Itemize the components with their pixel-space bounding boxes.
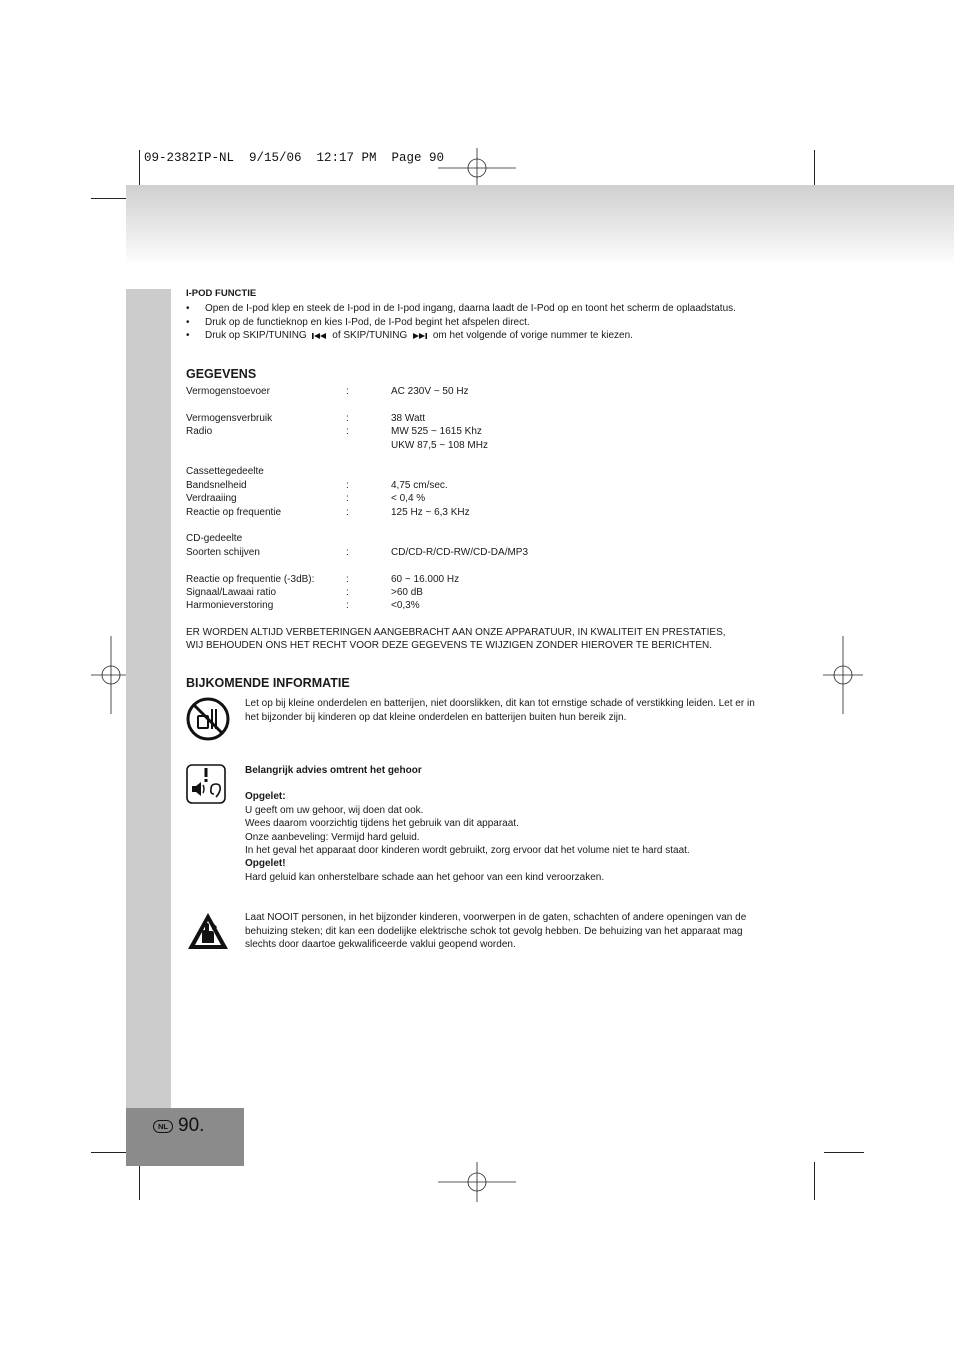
bullet: •: [186, 303, 190, 315]
list-item: [186, 316, 786, 329]
spec-row: [186, 412, 786, 425]
spec-colon: :: [346, 587, 349, 599]
registration-mark-icon: [438, 1162, 516, 1202]
list-item-text: Open de I-pod klep en steek de I-pod in de I-pod ingang, daarna laadt de I-Pod op en toont het scherm de oplaadstatus.: [205, 303, 736, 315]
crop-mark: [91, 198, 131, 199]
notice: [186, 626, 786, 653]
ipod-section: [186, 287, 786, 343]
hearing-line: Wees daarom voorzichtig tijdens het gebruik van dit apparaat.: [245, 818, 519, 830]
spec-colon: :: [346, 546, 349, 558]
hearing-label: Opgelet:: [245, 791, 286, 803]
skip-text: Druk op SKIP/TUNING: [205, 330, 307, 342]
choking-warning: [186, 697, 786, 745]
notice-line: ER WORDEN ALTIJD VERBETERINGEN AANGEBRACHT AAN ONZE APPARATUUR, IN KWALITEIT EN PRESTATIES,: [186, 626, 726, 638]
spec-row: [186, 425, 786, 438]
spec-row: [186, 465, 786, 478]
spec-colon: [346, 439, 391, 452]
spec-value: AC 230V ~ 50 Hz: [391, 386, 469, 398]
spacer: [186, 519, 786, 532]
next-track-icon: [412, 332, 428, 340]
shock-text: Laat NOOIT personen, in het bijzonder kinderen, voorwerpen in de gaten, schachten of andere openingen van de behuizing steken; dit kan een dodelijke elektrische schok tot gevolg hebben. De behuizing van het apparaat mag slechts door daartoe gekwalificeerde vaklui geopend worden.: [245, 912, 747, 950]
spec-colon: :: [346, 493, 349, 505]
spec-value: 125 Hz ~ 6,3 KHz: [391, 506, 470, 518]
hearing-line: Hard geluid kan onherstelbare schade aan het gehoor van een kind veroorzaken.: [245, 871, 605, 883]
spec-label: [186, 439, 346, 452]
registration-mark-icon: [438, 148, 516, 188]
ipod-heading: I-POD FUNCTIE: [186, 288, 257, 299]
print-slug: 09-2382IP-NL 9/15/06 12:17 PM Page 90: [144, 151, 445, 165]
spec-colon: :: [346, 506, 349, 518]
spec-row: [186, 532, 786, 545]
spec-label: Harmonieverstoring: [186, 600, 274, 612]
hearing-warning-icon: [186, 764, 226, 804]
spec-row: [186, 599, 786, 612]
list-item: [186, 302, 786, 315]
crop-mark: [824, 1152, 864, 1153]
spacer: [186, 398, 786, 411]
crop-mark: [139, 1162, 140, 1200]
hearing-line: U geeft om uw gehoor, wij doen dat ook.: [245, 804, 424, 816]
spec-label: Radio: [186, 426, 213, 438]
page-number-text: 90.: [178, 1115, 205, 1136]
hearing-text: [245, 764, 770, 885]
hearing-line: In het geval het apparaat door kinderen wordt gebruikt, zorg ervoor dat het volume niet te hard staat.: [245, 844, 690, 856]
spec-value: < 0,4 %: [391, 493, 426, 505]
spec-row: [186, 385, 786, 398]
bullet: •: [186, 330, 190, 342]
side-band: [126, 289, 171, 1166]
language-badge: NL: [153, 1120, 173, 1133]
spec-value: >60 dB: [391, 587, 423, 599]
spec-value: MW 525 ~ 1615 Khz: [391, 426, 482, 438]
electric-shock-icon: [186, 911, 230, 951]
specs-section: [186, 368, 786, 653]
registration-mark-icon: [91, 636, 131, 714]
spec-colon: :: [346, 600, 349, 612]
spec-row: [186, 492, 786, 505]
skip-text: of SKIP/TUNING: [332, 330, 408, 342]
no-swallow-icon: [186, 697, 230, 741]
spec-row: [186, 479, 786, 492]
crop-mark: [814, 150, 815, 188]
spec-row: [186, 546, 786, 559]
specs-heading: GEGEVENS: [186, 366, 257, 381]
bullet: •: [186, 316, 190, 328]
spec-value: 60 ~ 16.000 Hz: [391, 573, 460, 585]
content: [186, 287, 786, 956]
spec-colon: :: [346, 412, 349, 424]
list-item-text: [205, 329, 633, 342]
crop-mark: [91, 1152, 131, 1153]
notice-line: WIJ BEHOUDEN ONS HET RECHT VOOR DEZE GEGEVENS TE WIJZIGEN ZONDER HIEROVER TE BERICHTEN.: [186, 640, 712, 652]
spacer: [186, 559, 786, 572]
hearing-warning: [186, 764, 786, 885]
spec-label: Verdraaiing: [186, 493, 237, 505]
spec-row: [186, 506, 786, 519]
spec-row: [186, 439, 786, 452]
spec-label: Soorten schijven: [186, 546, 260, 558]
spec-value: UKW 87,5 ~ 108 MHz: [391, 439, 488, 451]
hearing-title: Belangrijk advies omtrent het gehoor: [245, 764, 422, 776]
spec-value: 38 Watt: [391, 412, 426, 424]
hearing-line: Onze aanbeveling: Vermijd hard geluid.: [245, 831, 420, 843]
list-item: [186, 329, 786, 342]
spec-label: Cassettegedeelte: [186, 466, 264, 478]
spec-label: CD-gedeelte: [186, 533, 243, 545]
previous-track-icon: [311, 332, 327, 340]
page-number: [153, 1115, 204, 1137]
skip-text: om het volgende of vorige nummer te kiezen.: [432, 330, 633, 342]
spec-label: Vermogensverbruik: [186, 412, 273, 424]
spec-row: [186, 586, 786, 599]
info-section: [186, 677, 786, 956]
spec-colon: :: [346, 573, 349, 585]
spec-value: CD/CD-R/CD-RW/CD-DA/MP3: [391, 546, 529, 558]
hearing-label: Opgelet!: [245, 858, 286, 870]
crop-mark: [814, 1162, 815, 1200]
spacer: [186, 452, 786, 465]
spec-label: Bandsnelheid: [186, 479, 247, 491]
spec-colon: :: [346, 426, 349, 438]
spec-colon: [346, 532, 391, 545]
registration-mark-icon: [823, 636, 863, 714]
spec-row: [186, 573, 786, 586]
spec-label: Signaal/Lawaai ratio: [186, 587, 277, 599]
crop-mark: [139, 150, 140, 188]
list-item-text: Druk op de functieknop en kies I-Pod, de I-Pod begint het afspelen direct.: [205, 316, 530, 328]
spec-label: Reactie op frequentie: [186, 506, 282, 518]
spec-label: Vermogenstoevoer: [186, 386, 270, 398]
choking-text: Let op bij kleine onderdelen en batterijen, niet doorslikken, dit kan tot ernstige schade of verstikking leiden. Let er in het bijzonder bij kinderen op dat kleine onderdelen en batterijen buiten hun bereik zijn.: [245, 698, 755, 723]
spec-colon: :: [346, 386, 349, 398]
spec-value: <0,3%: [391, 600, 420, 612]
shock-warning: [186, 911, 786, 955]
spec-label: Reactie op frequentie (-3dB):: [186, 573, 315, 585]
header-banner: [126, 185, 954, 265]
info-heading: BIJKOMENDE INFORMATIE: [186, 675, 350, 690]
spec-value: 4,75 cm/sec.: [391, 479, 448, 491]
spec-table: [186, 385, 786, 613]
spec-colon: [346, 465, 391, 478]
spec-colon: :: [346, 479, 349, 491]
